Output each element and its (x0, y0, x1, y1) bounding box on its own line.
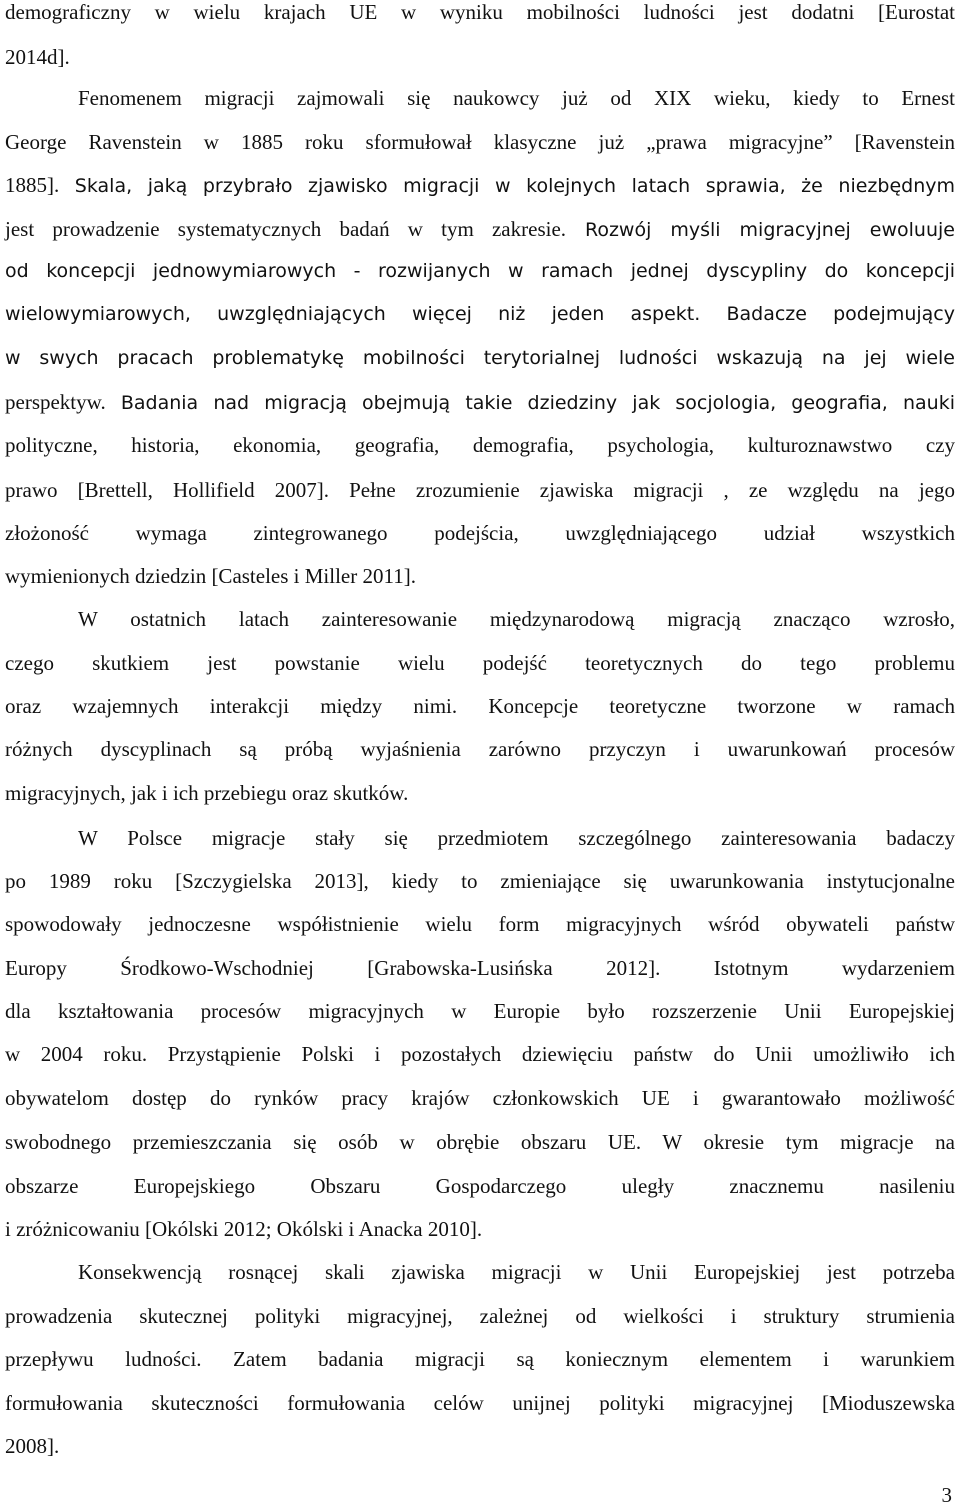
text-line: i zróżnicowaniu [Okólski 2012; Okólski i Anacka 2010]. (5, 1217, 483, 1241)
text-line: 2014d]. (5, 45, 70, 69)
text-line: 2008]. (5, 1434, 60, 1458)
text-line: W Polsce migracje stały się przedmiotem szczególnego zainteresowania badaczy (78, 826, 955, 850)
text-line: spowodowały jednoczesne współistnienie wielu form migracyjnych wśród obywateli państw (5, 912, 955, 936)
text-line: czego skutkiem jest powstanie wielu podejść teoretycznych do tego problemu (5, 651, 955, 675)
text-line: jest prowadzenie systematycznych badań w tym zakresie. Rozwój myśli migracyjnej ewoluuje (5, 217, 955, 241)
text-line: 1885]. Skala, jaką przybrało zjawisko migracji w kolejnych latach sprawia, że niezbędnym (5, 173, 955, 197)
text-line: prowadzenia skutecznej polityki migracyjnej, zależnej od wielkości i struktury strumienia (5, 1304, 955, 1328)
text-line: obywatelom dostęp do rynków pracy krajów członkowskich UE i gwarantowało możliwość (5, 1086, 955, 1110)
text-line: obszarze Europejskiego Obszaru Gospodarczego uległy znacznemu nasileniu (5, 1174, 955, 1198)
text-line: polityczne, historia, ekonomia, geografia, demografia, psychologia, kulturoznawstwo czy (5, 433, 955, 457)
text-line: Fenomenem migracji zajmowali się naukowcy już od XIX wieku, kiedy to Ernest (78, 86, 955, 110)
text-line: George Ravenstein w 1885 roku sformułował klasyczne już „prawa migracyjne” [Ravenstein (5, 130, 955, 154)
text-line: W ostatnich latach zainteresowanie międzynarodową migracją znacząco wzrosło, (78, 607, 955, 631)
text-line: swobodnego przemieszczania się osób w obrębie obszaru UE. W okresie tym migracje na (5, 1130, 955, 1154)
text-line: w 2004 roku. Przystąpienie Polski i pozostałych dziewięciu państw do Unii umożliwiło ich (5, 1042, 955, 1066)
text-line: w swych pracach problematykę mobilności terytorialnej ludności wskazują na jej wiele (5, 347, 955, 369)
text-line: formułowania skuteczności formułowania celów unijnej polityki migracyjnej [Mioduszewska (5, 1391, 955, 1415)
text-line: złożoność wymaga zintegrowanego podejścia, uwzględniającego udział wszystkich (5, 521, 955, 545)
text-line: od koncepcji jednowymiarowych - rozwijanych w ramach jednej dyscypliny do koncepcji (5, 260, 955, 282)
text-line: po 1989 roku [Szczygielska 2013], kiedy to zmieniające się uwarunkowania instytucjonalne (5, 869, 955, 893)
text-line: Konsekwencją rosnącej skali zjawiska migracji w Unii Europejskiej jest potrzeba (78, 1260, 955, 1284)
text-line: prawo [Brettell, Hollifield 2007]. Pełne zrozumienie zjawiska migracji , ze względu na jego (5, 478, 955, 502)
text-line: migracyjnych, jak i ich przebiegu oraz skutków. (5, 781, 409, 805)
text-line: przepływu ludności. Zatem badania migracji są koniecznym elementem i warunkiem (5, 1347, 955, 1371)
text-line: dla kształtowania procesów migracyjnych w Europie było rozszerzenie Unii Europejskiej (5, 999, 955, 1023)
page-number: 3 (941, 1483, 952, 1507)
text-line: różnych dyscyplinach są próbą wyjaśnienia zarówno przyczyn i uwarunkowań procesów (5, 737, 955, 761)
text-line: oraz wzajemnych interakcji między nimi. Koncepcje teoretyczne tworzone w ramach (5, 694, 955, 718)
text-line: wielowymiarowych, uwzględniających więcej niż jeden aspekt. Badacze podejmujący (5, 303, 955, 325)
text-line: wymienionych dziedzin [Casteles i Miller 2011]. (5, 564, 416, 588)
text-line: demograficzny w wielu krajach UE w wyniku mobilności ludności jest dodatni [Eurostat (5, 0, 955, 24)
text-line: perspektyw. Badania nad migracją obejmują takie dziedziny jak socjologia, geografia, nauki (5, 390, 955, 414)
text-line: Europy Środkowo-Wschodniej [Grabowska-Lusińska 2012]. Istotnym wydarzeniem (5, 956, 955, 980)
